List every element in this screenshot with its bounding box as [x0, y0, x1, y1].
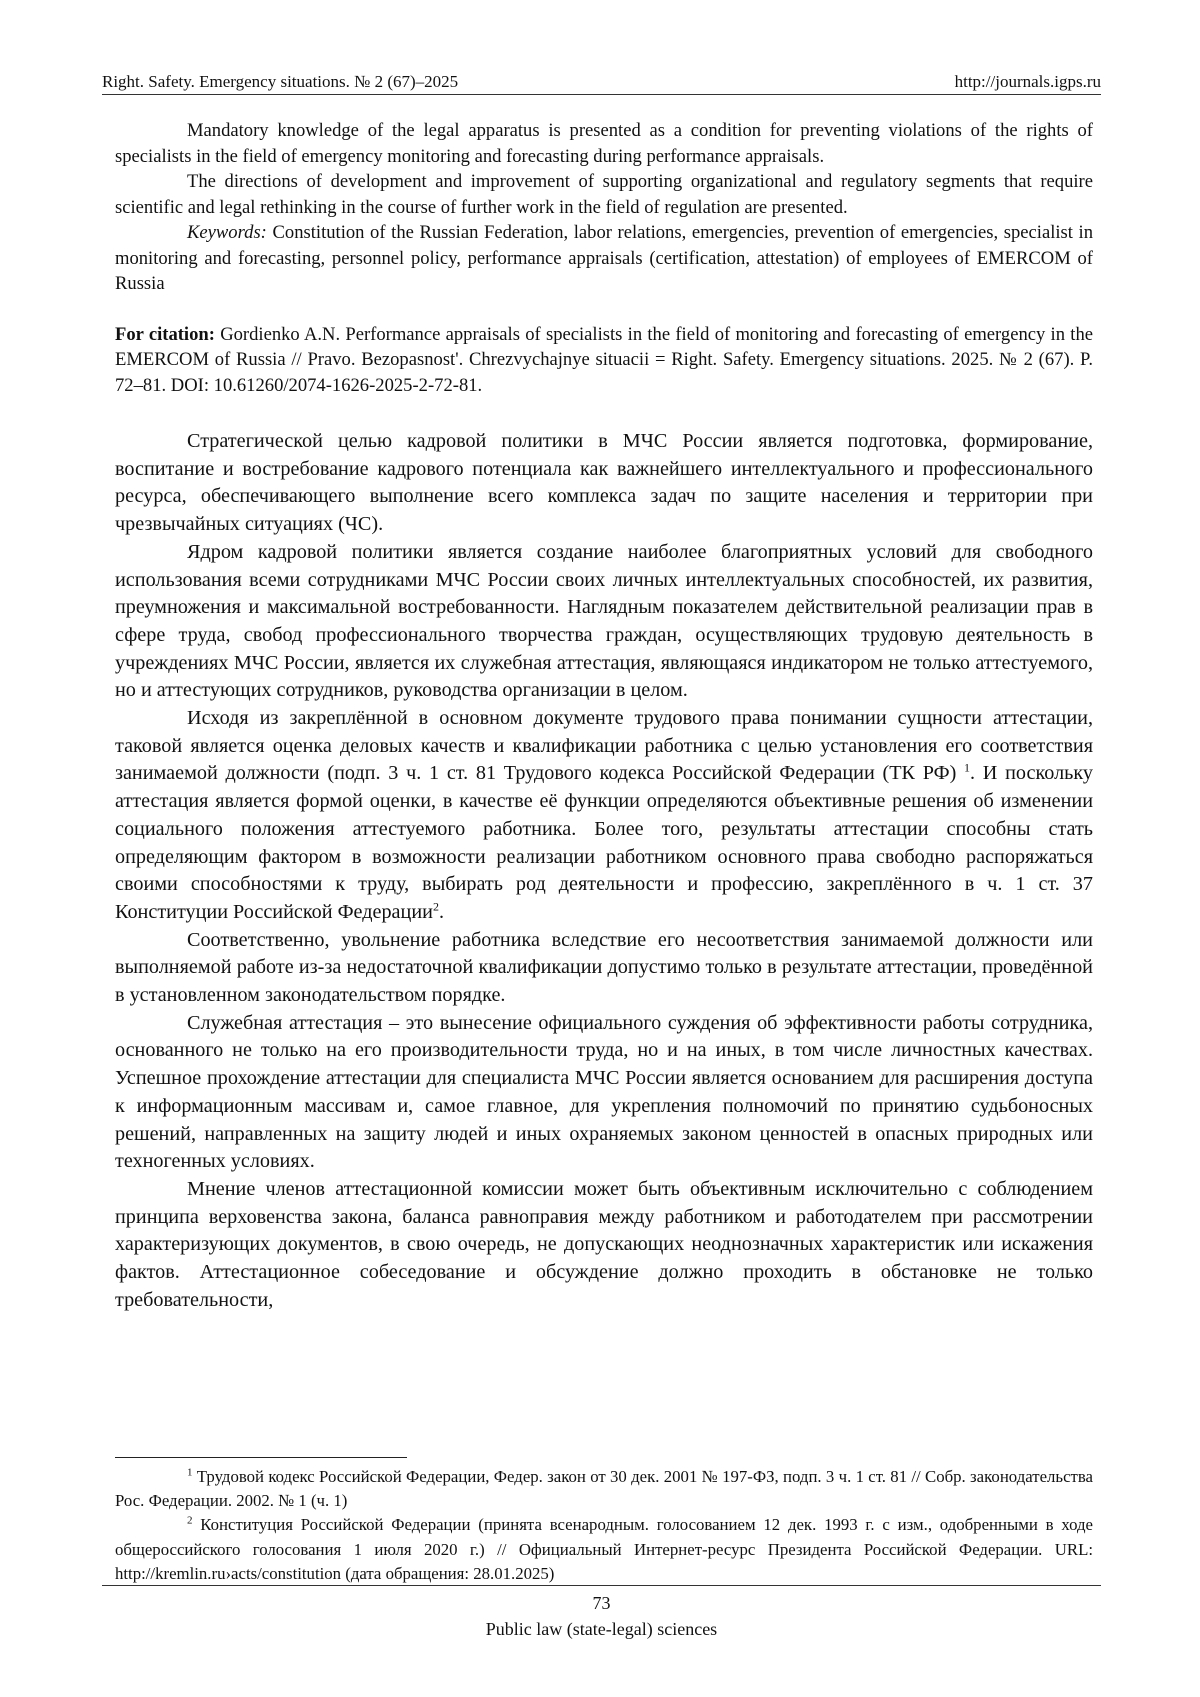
footnote-2 [115, 1513, 1093, 1586]
footnote-ref-2[interactable]: 2 [432, 899, 439, 914]
article-body [115, 428, 1093, 1315]
citation-text: Gordienko A.N. Performance appraisals of specialists in the field of monitoring and forecasting of emergency in the EMERCOM of Russia // Pravo. Bezopasnost'. Chrezvychajnye situacii = Right. Safety. Emergency situations. 2025. № 2 (67). P. 72–81. DOI: 10.61260/2074-1626-2025-2-72-81. [115, 323, 1093, 396]
page-number: 73 [592, 1593, 611, 1613]
keywords [115, 220, 1093, 297]
footnote-number: 2 [187, 1514, 193, 1527]
footnote-divider [115, 1457, 407, 1458]
footnote-ref-1[interactable]: 1 [964, 760, 971, 775]
abstract [115, 118, 1093, 297]
body-text-segment: . [438, 900, 444, 923]
body-text-segment: Исходя из закреплённой в основном документе трудового права понимании сущности аттестации, таковой является оценка деловых качеств и квалификации работника с целью установления его соответствия занимаемой должности (подп. 3 ч. 1 ст. 81 Трудового кодекса Российской Федерации (ТК РФ) [115, 707, 1093, 785]
body-paragraph: Соответственно, увольнение работника вследствие его несоответствия занимаемой должности или выполняемой работе из-за недостаточной квалификации допустимо только в результате аттестации, проведённой в установленном законодательством порядке. [115, 928, 1093, 1007]
abstract-paragraph: The directions of development and improvement of supporting organizational and regulatory segments that require scientific and legal rethinking in the course of further work in the field of regulation are presented. [115, 171, 1093, 218]
body-paragraph: Стратегической целью кадровой политики в МЧС России является подготовка, формирование, воспитание и востребование кадрового потенциала как важнейшего интеллектуального и профессионального ресурса, обеспечивающего выполнение всего комплекса задач по защите населения и территории при чрезвычайных ситуациях (ЧС). [115, 430, 1093, 536]
footnote-text: Трудовой кодекс Российской Федерации, Федер. закон от 30 дек. 2001 № 197-ФЗ, подп. 3 ч. 1 ст. 81 // Собр. законодательства Рос. Федерации. 2002. № 1 (ч. 1) [115, 1467, 1093, 1511]
keywords-label: Keywords: [187, 222, 267, 243]
citation [115, 322, 1093, 399]
section-name: Public law (state-legal) sciences [485, 1619, 718, 1639]
abstract-paragraph: Mandatory knowledge of the legal apparatus is presented as a condition for preventing violations of the rights of specialists in the field of emergency monitoring and forecasting during performance appraisals. [115, 120, 1093, 167]
body-paragraph: Ядром кадровой политики является создание наиболее благоприятных условий для свободного использования всеми сотрудниками МЧС России своих личных интеллектуальных способностей, их развития, преумножения и максимальной востребованности. Наглядным показателем действительной реализации прав в сфере труда, свобод профессионального творчества граждан, осуществляющих трудовую деятельность в учреждениях МЧС России, является их служебная аттестация, являющаяся индикатором не только аттестуемого, но и аттестующих сотрудников, руководства организации в целом. [115, 540, 1093, 702]
footnote-number: 1 [187, 1466, 193, 1479]
body-text-segment: . И поскольку аттестация является формой оценки, в качестве её функции определяются объективные решения об изменении социального положения аттестуемого работника. Более того, результаты аттестации способны стать определяющим фактором в возможности реализации работником основного права свободно распоряжаться своими способностями к труду, выбирать род деятельности и профессию, закреплённого в ч. 1 ст. 37 Конституции Российской Федерации [115, 762, 1093, 923]
footnote-1 [115, 1465, 1093, 1513]
keywords-text: Constitution of the Russian Federation, labor relations, emergencies, prevention of emergencies, specialist in monitoring and forecasting, personnel policy, performance appraisals (certification, attestation) of employees of EMERCOM of Russia [115, 222, 1093, 294]
running-header [102, 72, 1101, 95]
body-paragraph [115, 705, 1093, 927]
journal-url[interactable]: http://journals.igps.ru [954, 72, 1101, 91]
journal-title: Right. Safety. Emergency situations. № 2 (67)–2025 [102, 72, 459, 91]
footnotes [115, 1465, 1093, 1586]
body-paragraph: Мнение членов аттестационной комиссии может быть объективным исключительно с соблюдением принципа верховенства закона, баланса равноправия между работником и работодателем при рассмотрении характеризующих документов, в свою очередь, не допускающих неоднозначных характеристик или искажения фактов. Аттестационное собеседование и обсуждение должно проходить в обстановке не только требовательности, [115, 1177, 1093, 1311]
main-content [115, 118, 1093, 1315]
body-paragraph: Служебная аттестация – это вынесение официального суждения об эффективности работы сотрудника, основанного не только на его производительности труда, но и на иных, в том числе личностных качествах. Успешное прохождение аттестации для специалиста МЧС России является основанием для расширения доступа к информационным массивам и, самое главное, для укрепления полномочий по принятию судьбоносных решений, направленных на защиту людей и иных охраняемых законом ценностей в опасных природных или техногенных условиях. [115, 1011, 1093, 1173]
citation-label: For citation: [115, 323, 215, 345]
footnote-text: Конституция Российской Федерации (принята всенародным. голосованием 12 дек. 1993 г. с изм., одобренными в ходе общероссийского голосования 1 июля 2020 г.) // Официальный Интернет-ресурс Президента Российской Федерации. URL: http://kremlin.ru›acts/constitution (дата обращения: 28.01.2025) [115, 1515, 1093, 1583]
page-footer [102, 1585, 1101, 1642]
